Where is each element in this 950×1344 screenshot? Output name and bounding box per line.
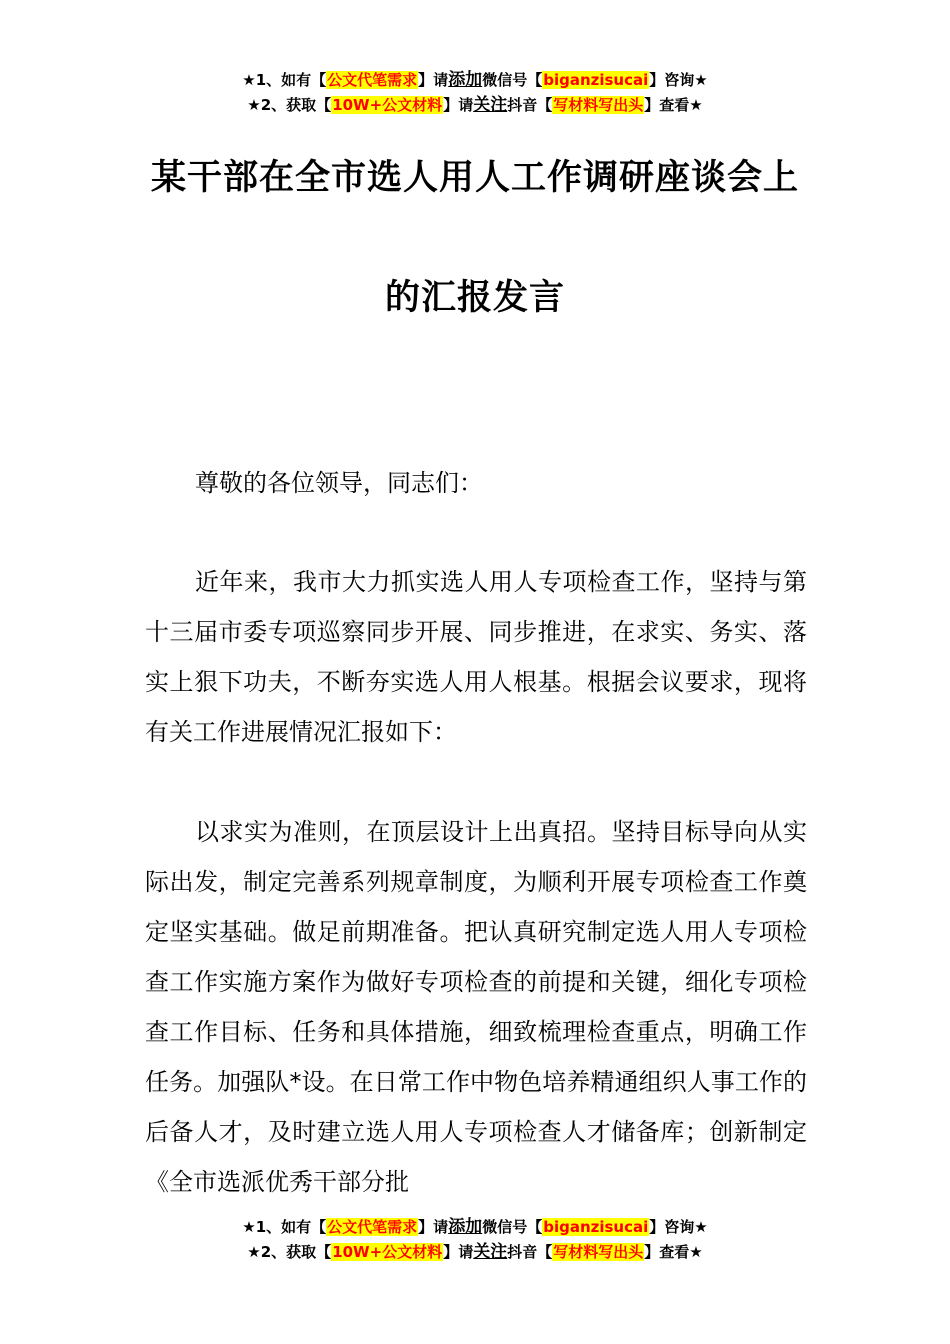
top-promo-banner [0,68,950,118]
promo-highlight: 10W+公文材料 [332,96,443,114]
paragraph-intro: 近年来，我市大力抓实选人用人专项检查工作，坚持与第十三届市委专项巡察同步开展、同步推进，在求实、务实、落实上狠下功夫，不断夯实选人用人根基。根据会议要求，现将有关工作进展情况汇报如下： [145,568,807,746]
promo-line-2: ★2、获取【10W+公文材料】请关注抖音【写材料写出头】查看★ [247,95,703,115]
promo-highlight: 10W+公文材料 [332,1243,443,1261]
document-title-line-2: 的汇报发言 [384,278,565,318]
promo-wechat-id: biganzisucai [543,71,649,89]
salutation: 尊敬的各位领导，同志们： [195,469,483,497]
promo-line-1: ★1、如有【公文代笔需求】请添加微信号【biganzisucai】咨询★ [242,70,708,90]
promo-line-1: ★1、如有【公文代笔需求】请添加微信号【biganzisucai】咨询★ [242,1217,708,1237]
paragraph-section-1: 以求实为准则，在顶层设计上出真招。坚持目标导向从实际出发，制定完善系列规章制度，为顺利开展专项检查工作奠定坚实基础。做足前期准备。把认真研究制定选人用人专项检查工作实施方案作为做好专项检查的前提和关键，细化专项检查工作目标、任务和具体措施，细致梳理检查重点，明确工作任务。加强队*设。在日常工作中物色培养精通组织人事工作的后备人才，及时建立选人用人专项检查人才储备库；创新制定《全市选派优秀干部分批 [145,818,807,1196]
document-title-line-1: 某干部在全市选人用人工作调研座谈会上 [150,158,799,198]
bottom-promo-banner [0,1215,950,1265]
promo-wechat-id: biganzisucai [543,1218,649,1236]
promo-line-2: ★2、获取【10W+公文材料】请关注抖音【写材料写出头】查看★ [247,1242,703,1262]
promo-highlight: 公文代笔需求 [327,71,418,89]
promo-douyin-id: 写材料写出头 [553,1243,644,1261]
promo-douyin-id: 写材料写出头 [553,96,644,114]
promo-highlight: 公文代笔需求 [327,1218,418,1236]
